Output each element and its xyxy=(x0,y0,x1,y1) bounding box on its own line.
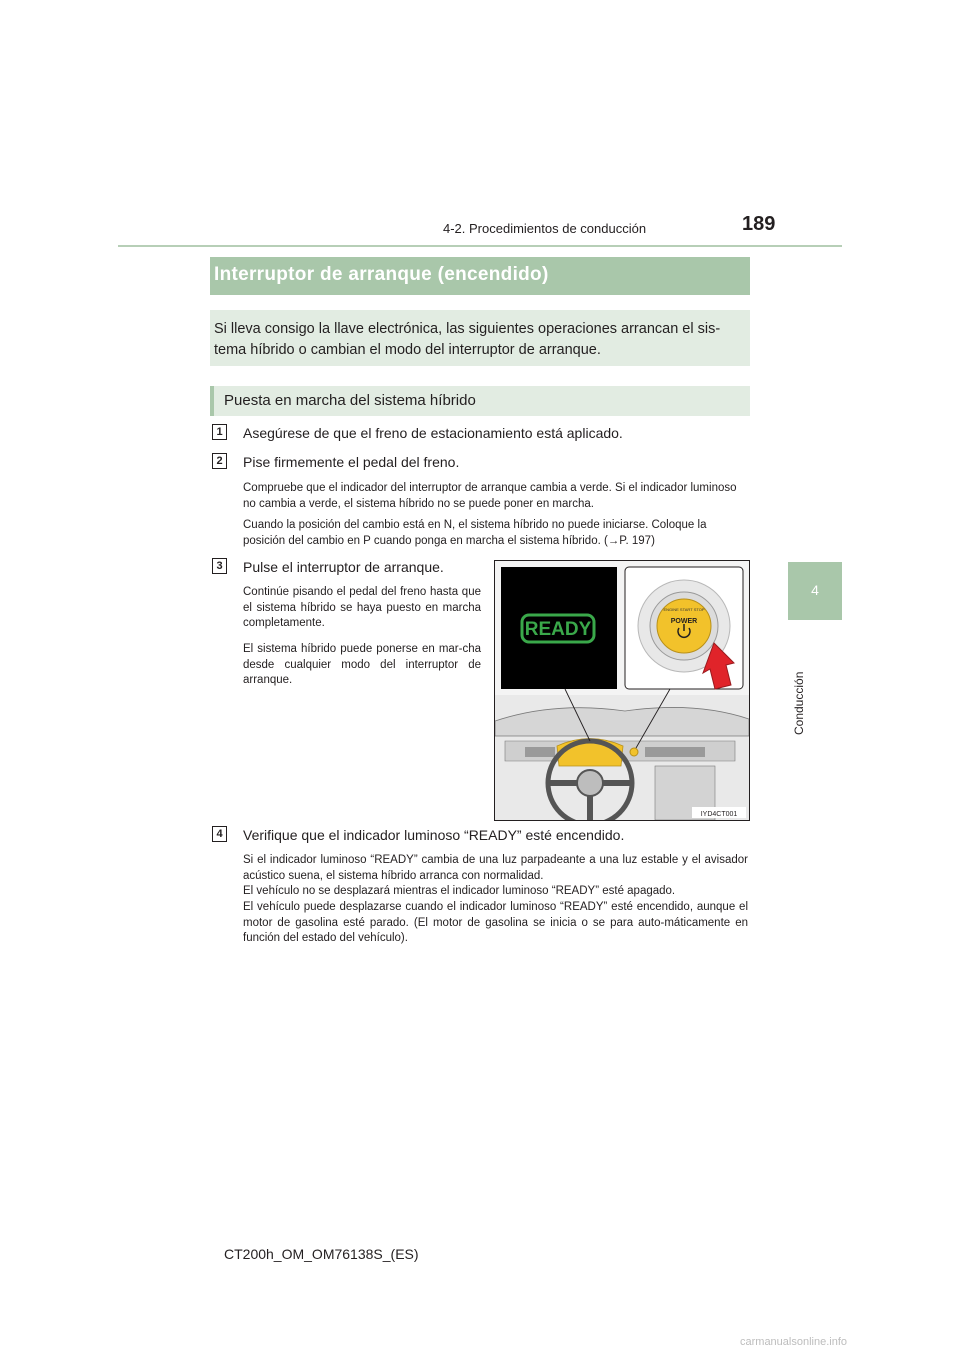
intro-text: Si lleva consigo la llave electrónica, las siguientes operaciones arrancan el sis-tema híbrido o cambian el modo del interruptor de arranque. xyxy=(214,321,721,358)
step-text-3: Pulse el interruptor de arranque. xyxy=(243,559,444,575)
step-4-note-2: El vehículo no se desplazará mientras el indicador luminoso “READY” esté apagado. xyxy=(243,885,676,897)
step-4-note-3: El vehículo puede desplazarse cuando el indicador luminoso “READY” esté encendido, aunque el motor de gasolina esté parado. (El motor de gasolina se inicia o se para auto-máticamente en función del estado del vehículo). xyxy=(243,901,748,944)
air-vents xyxy=(645,747,705,757)
chapter-number: 4 xyxy=(811,582,819,598)
dashboard-figure xyxy=(494,560,750,821)
chapter-tab xyxy=(788,562,842,620)
document-code: CT200h_OM_OM76138S_(ES) xyxy=(224,1246,419,1262)
section-title-band xyxy=(210,257,750,295)
dashboard-top xyxy=(495,707,749,736)
step-number-3: 3 xyxy=(212,558,227,574)
step-number-4: 4 xyxy=(212,826,227,842)
step-text-4: Verifique que el indicador luminoso “READY” esté encendido. xyxy=(243,827,625,843)
step-3-note-1: Continúe pisando el pedal del freno hasta que el sistema híbrido se haya puesto en marcha completamente. xyxy=(243,586,481,629)
step-text-1: Asegúrese de que el freno de estacionamiento está aplicado. xyxy=(243,425,623,441)
dashboard-illustration xyxy=(495,561,749,820)
subsection-title: Puesta en marcha del sistema híbrido xyxy=(224,392,476,409)
power-label: POWER xyxy=(670,618,698,625)
step-2-note-2: Cuando la posición del cambio está en N, el sistema híbrido no puede iniciarse. Coloque la posición del cambio en P cuando ponga en marcha el sistema híbrido. (→P. 197) xyxy=(243,519,707,547)
power-button-location xyxy=(630,748,638,756)
chapter-label: Conducción xyxy=(792,671,806,735)
step-number-1: 1 xyxy=(212,424,227,440)
section-header: 4-2. Procedimientos de conducción xyxy=(443,221,647,236)
step-number-2: 2 xyxy=(212,453,227,469)
section-title: Interruptor de arranque (encendido) xyxy=(214,264,549,285)
subsection-band xyxy=(210,386,750,416)
header-rule xyxy=(118,245,842,247)
step-2-note-1: Compruebe que el indicador del interruptor de arranque cambia a verde. Si el indicador luminoso no cambia a verde, el sistema híbrido no se puede poner en marcha. xyxy=(243,482,737,510)
intro-box xyxy=(210,310,750,366)
step-4-note-1: Si el indicador luminoso “READY” cambia de una luz parpadeante a una luz estable y el avisador acústico suena, el sistema híbrido arranca con normalidad. xyxy=(243,854,748,882)
start-stop-label: ENGINE START STOP xyxy=(663,607,705,612)
step-3-note-2: El sistema híbrido puede ponerse en mar-cha desde cualquier modo del interruptor de arranque. xyxy=(243,643,481,686)
figure-code: IYD4CT001 xyxy=(700,811,738,818)
step-text-2: Pise firmemente el pedal del freno. xyxy=(243,454,460,470)
page-number: 189 xyxy=(742,213,776,235)
ready-indicator-text: READY xyxy=(524,619,592,640)
watermark: carmanualsonline.info xyxy=(740,1336,848,1348)
